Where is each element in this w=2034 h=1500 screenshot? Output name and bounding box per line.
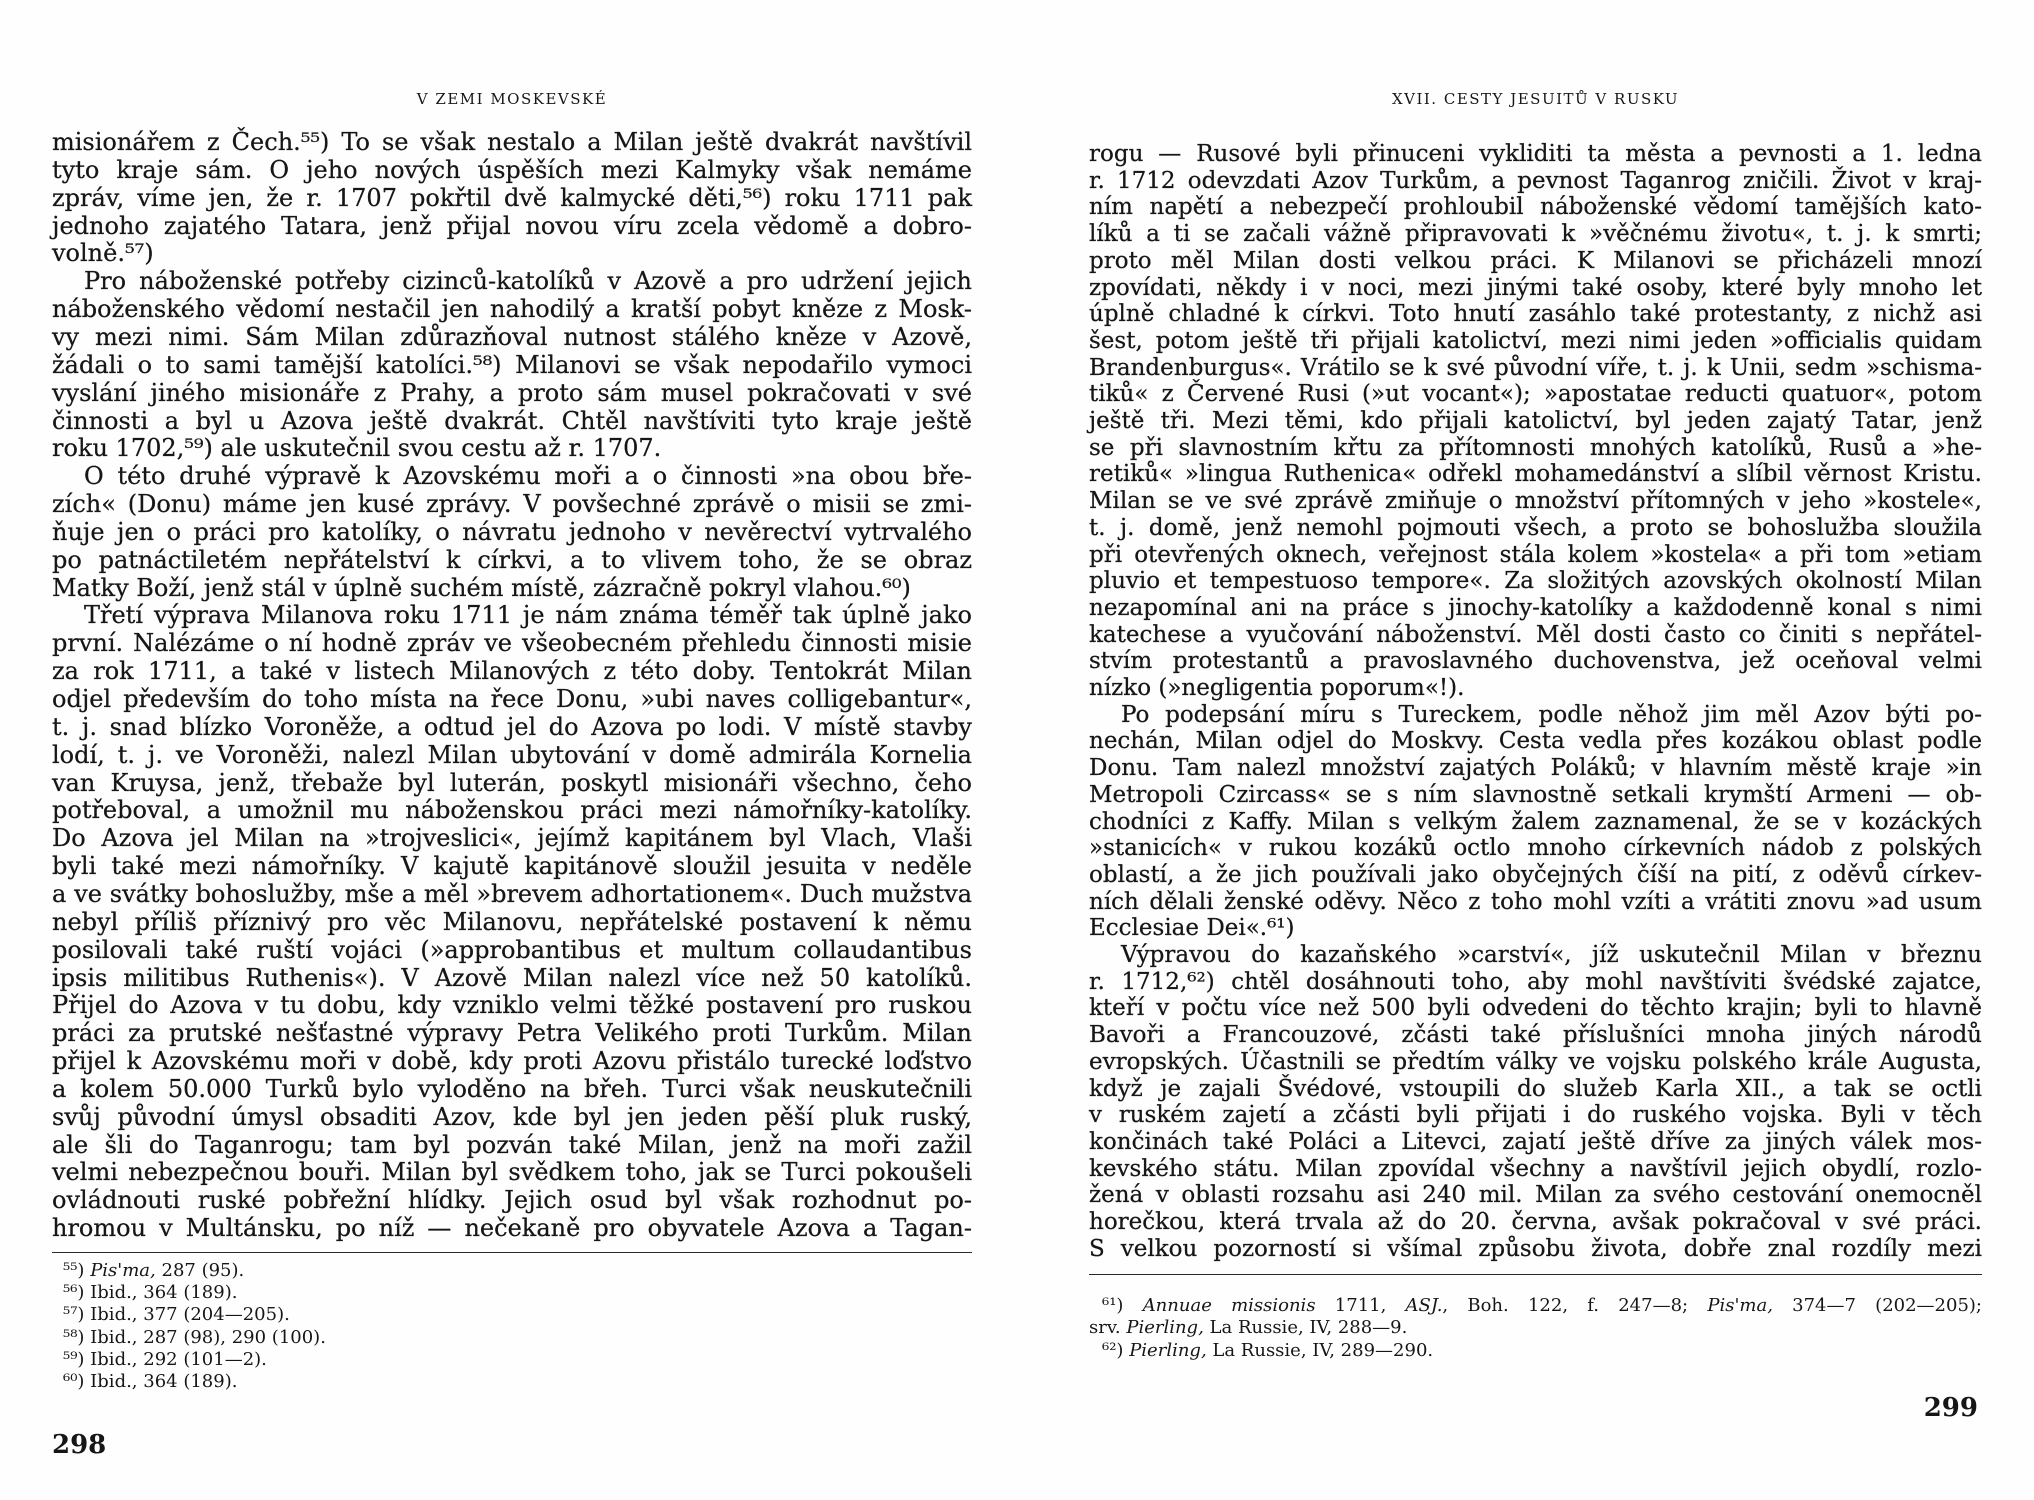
- text-line: žádali o to sami tamější katolíci.⁵⁸) Milanovi se však nepodařilo vymoci: [52, 350, 972, 379]
- text-line: kteří v počtu více než 500 byli odvedeni do těchto krajin; byli to hlavně: [1089, 995, 1982, 1022]
- text-line: jednoho zajatého Tatara, jenž přijal novou víru zcela vědomě a dobro-: [52, 211, 972, 240]
- text-line: velmi nebezpečnou bouři. Milan byl svědkem toho, jak se Turci pokoušeli: [52, 1158, 972, 1187]
- footnote-citation-title: Pierling,: [1126, 1317, 1204, 1339]
- text-line: chodníci z Kaffy. Milan s velkým žalem zaznamenal, že se v kozáckých: [1089, 808, 1982, 835]
- text-line: po patnáctiletém nepřátelství k církvi, a to vlivem toho, že se obraz: [52, 545, 972, 574]
- text-line: Přijel do Azova v tu dobu, kdy vzniklo velmi těžké postavení pro ruskou: [52, 991, 972, 1020]
- text-line: při otevřených oknech, veřejnost stála kolem »kostela« a při tom »etiam: [1089, 541, 1982, 568]
- text-line: Milan se ve své zprávě zmiňuje o množství přítomných v jeho »kostele«,: [1089, 488, 1982, 515]
- text-line: ních dělali ženské oděvy. Něco z toho mohl vzíti a vrátiti znovu »ad usum: [1089, 888, 1982, 915]
- footnote-text: ⁶⁰) Ibid., 364 (189).: [63, 1371, 238, 1392]
- text-line: proto měl Milan dosti velkou práci. K Milanovi se přicházeli mnozí: [1089, 247, 1982, 274]
- footnote-line: [63, 1260, 972, 1282]
- text-line: hromou v Multánsku, po níž — nečekaně pro obyvatele Azova a Tagan-: [52, 1214, 972, 1243]
- text-line: t. j. domě, jenž nemohl pojmouti všech, a proto se bohoslužba sloužila: [1089, 514, 1982, 541]
- text-line: ale šli do Taganrogu; tam byl pozván také Milan, jenž na moři zažil: [52, 1130, 972, 1159]
- footnote-rule: [52, 1252, 972, 1253]
- footnote-line: [63, 1349, 972, 1371]
- text-line: stvím protestantů a pravoslavného duchovenstva, jež oceňoval velmi: [1089, 648, 1982, 675]
- text-line: nízko (»negligentia poporum«!).: [1089, 675, 1465, 701]
- text-line: vy mezi nimi. Sám Milan zdůrazňoval nutnost stálého kněze v Azově,: [52, 322, 972, 351]
- text-line: potřeboval, a umožnil mu náboženskou práci mezi námořníky-katolíky.: [52, 796, 972, 825]
- text-line: žená v oblasti rozsahu asi 240 mil. Milan za svého cestování onemocněl: [1089, 1182, 1982, 1209]
- left-page: [52, 0, 972, 1500]
- text-line: Pro náboženské potřeby cizinců-katolíků v Azově a pro udržení jejich: [84, 267, 972, 296]
- text-line: úplně chladné k církvi. Toto hnutí zasáhlo také protestanty, z nichž asi: [1089, 301, 1982, 328]
- footnote-line: [63, 1371, 972, 1393]
- footnote-text: ⁵⁶) Ibid., 364 (189).: [63, 1282, 238, 1304]
- text-line: nezapomínal ani na práce s jinochy-katolíky a každodenně konal s nimi: [1089, 594, 1982, 621]
- text-line: nechán, Milan odjel do Moskvy. Cesta vedla přes kozákou oblast podle: [1089, 728, 1982, 755]
- footnote-text: 1711,: [1315, 1295, 1406, 1316]
- footnote-citation-title: Pierling,: [1129, 1339, 1207, 1361]
- footnote-text: ⁵⁷) Ibid., 377 (204—205).: [63, 1304, 290, 1326]
- footnote-text: 287 (95).: [155, 1260, 245, 1281]
- text-line: zpovídati, někdy i v noci, mezi jinými také osoby, které byly mnoho let: [1089, 274, 1982, 301]
- text-line: přijel k Azovskému moři v době, kdy proti Azovu přistálo turecké loďstvo: [52, 1047, 972, 1076]
- text-line: za rok 1711, a také v listech Milanových z této doby. Tentokrát Milan: [52, 657, 972, 686]
- text-line: lodí, t. j. ve Voroněži, nalezl Milan ubytování v domě admirála Kornelia: [52, 740, 972, 769]
- text-line: zpráv, víme jen, že r. 1707 pokřtil dvě kalmycké děti,⁵⁶) roku 1711 pak: [52, 183, 972, 212]
- text-line: ipsis militibus Ruthenis«). V Azově Milan nalezl více než 50 katolíků.: [52, 963, 972, 992]
- text-line: Matky Boží, jenž stál v úplně suchém místě, zázračně pokryl vlahou.⁶⁰): [52, 573, 911, 602]
- footnote-citation-title: ASJ.: [1405, 1295, 1443, 1316]
- running-head: V ZEMI MOSKEVSKÉ: [416, 90, 608, 108]
- text-line: posilovali také ruští vojáci (»approbantibus et multum collaudantibus: [52, 935, 972, 964]
- footnote-text: , Boh. 122, f. 247—8;: [1442, 1295, 1708, 1316]
- text-line: S velkou pozorností si všímal způsobu života, dobře znal rozdíly mezi: [1089, 1235, 1982, 1262]
- text-line: misionářem z Čech.⁵⁵) To se však nestalo a Milan ještě dvakrát navštívil: [52, 128, 972, 156]
- text-line: ovládnouti ruské pobřežní hlídky. Jejich osud byl však rozhodnut po-: [52, 1186, 972, 1215]
- footnote-line: [1089, 1317, 1982, 1339]
- text-line: Donu. Tam nalezl množství zajatých Poláků; v hlavním městě kraje »in: [1089, 755, 1982, 782]
- footnote-text: La Russie, IV, 289—290.: [1206, 1339, 1434, 1361]
- text-line: horečkou, která trvala až do 20. června, avšak pokračoval v své práci.: [1089, 1209, 1982, 1235]
- text-line: tiků« z Červené Rusi (»ut vocant«); »apostatae reducti quatuor«, potom: [1089, 381, 1982, 408]
- text-line: volně.⁵⁷): [52, 239, 154, 268]
- text-line: náboženského vědomí nestačil jen nahodilý a kratší pobyt kněze z Mosk-: [52, 295, 972, 324]
- text-line: první. Nalézáme o ní hodně zpráv ve všeobecném přehledu činnosti misie: [52, 629, 972, 658]
- text-line: činnosti a byl u Azova ještě dvakrát. Chtěl navštíviti tyto kraje ještě: [52, 406, 972, 435]
- footnote-citation-title: Pis'ma,: [1707, 1295, 1773, 1316]
- text-line: Ecclesiae Dei«.⁶¹): [1089, 915, 1295, 942]
- text-line: ještě tři. Mezi těmi, kdo přijali katolictví, byl jeden zajatý Tatar, jenž: [1089, 408, 1982, 434]
- text-line: O této druhé výpravě k Azovskému moři a o činnosti »na obou bře-: [84, 462, 972, 491]
- text-line: tyto kraje sám. O jeho nových úspěších mezi Kalmyky však nemáme: [52, 155, 972, 184]
- text-line: Po podepsání míru s Tureckem, podle něhož jim měl Azov býti po-: [1121, 701, 1982, 728]
- text-line: končinách také Poláci a Litevci, zajatí ještě dříve za jiných válek mos-: [1089, 1128, 1982, 1155]
- footnote-line: [63, 1282, 972, 1304]
- text-line: Brandenburgus«. Vrátilo se k své původní víře, t. j. k Unii, sedm »schisma-: [1089, 354, 1982, 381]
- text-line: se při slavnostním křtu za přítomnosti mnohých katolíků, Rusů a »he-: [1089, 434, 1982, 461]
- text-line: šest, potom ještě tři přijali katolictví, mezi nimi jeden »officialis quidam: [1089, 327, 1982, 354]
- text-line: odjel především do toho místa na řece Donu, »ubi naves colligebantur«,: [52, 685, 972, 713]
- text-line: když je zajali Švédové, vstoupili do služeb Karla XII., a tak se octli: [1089, 1075, 1982, 1102]
- text-line: van Kruysa, jenž, třebaže byl luterán, poskytl misionáři všechno, čeho: [52, 768, 972, 797]
- text-line: a ve svátky bohoslužby, mše a měl »brevem adhortationem«. Duch mužstva: [52, 879, 972, 908]
- text-line: roku 1702,⁵⁹) ale uskutečnil svou cestu až r. 1707.: [52, 434, 662, 463]
- text-line: práci za prutské nešťastné výpravy Petra Velikého proti Turkům. Milan: [52, 1019, 972, 1048]
- text-line: oblastí, a že jich používali jako obyčejných číší na pití, z oděvů církev-: [1089, 861, 1982, 888]
- footnote-citation-title: Pis'ma,: [90, 1260, 156, 1281]
- text-line: r. 1712,⁶²) chtěl dosáhnouti toho, aby mohl navštíviti švédské zajatce,: [1089, 968, 1982, 995]
- text-line: nebyl příliš příznivý pro věc Milanovu, nepřátelské postavení k němu: [52, 907, 972, 936]
- footnote-line: [63, 1304, 972, 1326]
- footnote-text: 374—7 (202—205);: [1772, 1295, 1982, 1316]
- text-line: retiků« »lingua Ruthenica« odřekl mohamedánství a slíbil věrnost Kristu.: [1089, 461, 1982, 488]
- text-line: Do Azova jel Milan na »trojveslici«, jejímž kapitánem byl Vlach, Vlaši: [52, 824, 972, 853]
- text-line: byli také mezi námořníky. V kajutě kapitánově sloužil jesuita v neděle: [52, 852, 972, 881]
- footnote-text: ⁵⁸) Ibid., 287 (98), 290 (100).: [63, 1326, 326, 1348]
- footnote-text: ⁵⁵): [63, 1260, 91, 1281]
- text-line: ňuje jen o práci pro katolíky, o návratu jednoho v nevěrectví vytrvalého: [52, 517, 972, 546]
- footnote-citation-title: Annuae missionis: [1142, 1295, 1316, 1316]
- footnote-line: [63, 1327, 972, 1349]
- footnote-text: La Russie, IV, 288—9.: [1203, 1317, 1408, 1339]
- footnote-text: ⁶²): [1102, 1339, 1130, 1361]
- text-line: rogu — Rusové byli přinuceni vykliditi ta města a pevnosti a 1. ledna: [1089, 141, 1982, 167]
- text-line: t. j. snad blízko Voroněže, a odtud jel do Azova po lodi. V místě stavby: [52, 712, 972, 741]
- text-line: ním napětí a nebezpečí prohloubil náboženské vědomí tamějších kato-: [1089, 194, 1982, 221]
- text-line: »stanicích« v rukou kozáků octlo mnoho církevních nádob z polských: [1089, 835, 1982, 862]
- text-line: r. 1712 odevzdati Azov Turkům, a pevnost Taganrog zničili. Život v kraj-: [1089, 167, 1982, 194]
- text-line: Bavoři a Francouzové, zčásti také příslušníci mnoha jiných národů: [1089, 1022, 1982, 1049]
- footnote-line: [1102, 1295, 1982, 1317]
- text-line: Metropoli Czircass« se s ním slavnostně setkali krymští Armeni — ob-: [1089, 781, 1982, 808]
- text-line: kevského státu. Milan zpovídal všechny a navštívil jejich obydlí, rozlo-: [1089, 1155, 1982, 1182]
- text-line: svůj původní úmysl obsaditi Azov, kde byl jen jeden pěší pluk ruský,: [52, 1102, 972, 1131]
- text-line: pluvio et tempestuoso tempore«. Za složitých azovských okolností Milan: [1089, 568, 1982, 595]
- text-line: Třetí výprava Milanova roku 1711 je nám známa téměř tak úplně jako: [84, 601, 972, 630]
- right-page: [1089, 0, 1982, 1500]
- page-number: 299: [1923, 1393, 1978, 1423]
- text-line: vyslání jiného misionáře z Prahy, a proto sám musel pokračovati v své: [52, 378, 972, 407]
- footnote-line: [1102, 1340, 1982, 1362]
- text-line: Výpravou do kazaňského »carství«, jíž uskutečnil Milan v březnu: [1121, 942, 1982, 968]
- text-line: zích« (Donu) máme jen kusé zprávy. V povšechné zprávě o misii se zmi-: [52, 490, 972, 519]
- text-line: evropských. Účastnili se předtím války ve vojsku polského krále Augusta,: [1089, 1048, 1982, 1075]
- text-line: katechese a vyučování náboženství. Měl dosti často co činiti s nepřátel-: [1089, 621, 1982, 648]
- footnote-rule: [1089, 1274, 1982, 1275]
- footnote-text: ⁵⁹) Ibid., 292 (101—2).: [63, 1348, 267, 1370]
- footnote-text: srv.: [1089, 1317, 1127, 1339]
- running-head: XVII. CESTY JESUITŮ V RUSKU: [1391, 90, 1680, 108]
- footnote-text: ⁶¹): [1102, 1295, 1143, 1316]
- text-line: a kolem 50.000 Turků bylo vyloděno na břeh. Turci však neuskutečnili: [52, 1074, 972, 1103]
- page-number: 298: [52, 1430, 107, 1460]
- text-line: líků a ti se začali vážně připravovati k »věčnému životu«, t. j. k smrti;: [1089, 221, 1982, 248]
- text-line: v ruském zajetí a zčásti byli přijati i do ruského vojska. Byli v těch: [1089, 1102, 1982, 1129]
